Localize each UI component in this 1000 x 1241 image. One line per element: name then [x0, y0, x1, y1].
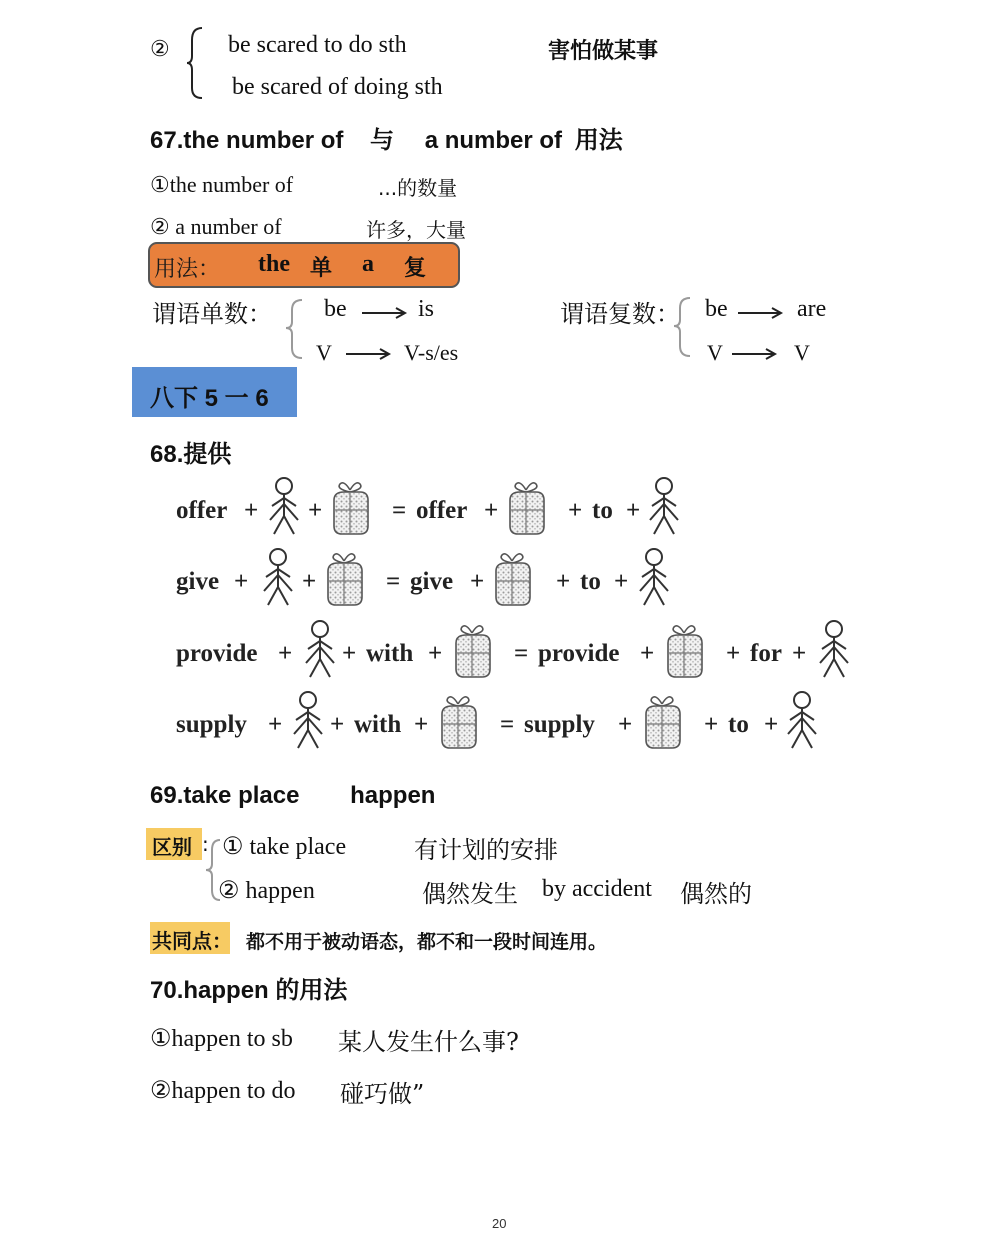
item-happen: ② happen	[218, 878, 315, 904]
person-icon	[788, 692, 816, 748]
item-the-number-of: ①the number of	[150, 172, 294, 197]
colon: :	[202, 832, 209, 856]
item-meaning: 碰巧做”	[340, 1080, 425, 1108]
person-icon	[294, 692, 322, 748]
common-label: 共同点：	[152, 929, 232, 953]
heading-part: a number of	[424, 127, 563, 154]
plus-sign: +	[484, 497, 499, 524]
usage-box	[148, 242, 460, 288]
plus-sign: +	[764, 711, 779, 738]
arrow-right-icon	[736, 306, 784, 320]
left-brace	[186, 26, 206, 100]
item-meaning: 偶然的	[680, 880, 752, 908]
equals-sign: =	[514, 640, 529, 667]
section-68-heading: 68.提供	[150, 441, 232, 468]
gift-icon	[328, 554, 362, 605]
usage-a: a	[362, 251, 374, 277]
verb: offer	[416, 497, 468, 524]
item-meaning: 许多，大量	[366, 218, 466, 242]
item-happen-to-sb: ①happen to sb	[150, 1026, 293, 1052]
usage-label: 用法：	[154, 257, 221, 282]
gift-icon	[510, 483, 544, 534]
section-67-heading	[150, 120, 623, 155]
plus-sign: +	[268, 711, 283, 738]
phrase-scared-to: be scared to do sth	[228, 32, 407, 58]
verb: give	[410, 568, 454, 595]
plus-sign: +	[414, 711, 429, 738]
heading-part: 与	[370, 127, 395, 154]
verb: provide	[538, 640, 620, 667]
verb-v: V	[707, 340, 723, 365]
plus-sign: +	[704, 711, 719, 738]
verb-be: be	[324, 296, 347, 322]
section-69-heading	[150, 782, 435, 810]
plus-sign: +	[618, 711, 633, 738]
plus-sign: +	[234, 568, 249, 595]
left-brace	[284, 298, 304, 360]
page-number: 20	[492, 1216, 507, 1231]
person-icon	[306, 621, 334, 677]
gift-icon	[456, 626, 490, 677]
heading-part: 用法	[574, 127, 623, 154]
usage-singular: 单	[310, 255, 333, 281]
verb: provide	[176, 640, 258, 667]
common-tag	[150, 922, 230, 954]
verb: supply	[176, 711, 247, 738]
preposition: to	[592, 497, 613, 524]
item-number: ②	[150, 36, 170, 61]
verb: supply	[524, 711, 595, 738]
gift-icon	[496, 554, 530, 605]
preposition: for	[750, 640, 782, 667]
preposition: to	[580, 568, 601, 595]
gift-icon	[646, 697, 680, 748]
plus-sign: +	[330, 711, 345, 738]
person-icon	[640, 549, 668, 605]
phrase-meaning: 害怕做某事	[548, 38, 659, 64]
person-icon	[270, 478, 298, 534]
singular-label: 谓语单数：	[152, 300, 272, 328]
verb-be: be	[705, 296, 728, 322]
item-happen-to-do: ②happen to do	[150, 1078, 296, 1104]
preposition: to	[728, 711, 749, 738]
joiner: with	[354, 711, 402, 738]
verb-v: V	[794, 340, 810, 365]
item-meaning: ...的数量	[378, 176, 458, 200]
plus-sign: +	[244, 497, 259, 524]
plus-sign: +	[470, 568, 485, 595]
plus-sign: +	[614, 568, 629, 595]
arrow-right-icon	[344, 347, 392, 361]
plus-sign: +	[308, 497, 323, 524]
verb-v: V	[316, 340, 332, 365]
gift-icon	[442, 697, 476, 748]
joiner: with	[366, 640, 414, 667]
person-icon	[820, 621, 848, 677]
gift-icon	[668, 626, 702, 677]
heading-part: happen	[350, 782, 436, 809]
verb-are: are	[797, 296, 827, 322]
verb: offer	[176, 497, 228, 524]
common-text: 都不用于被动语态，都不和一段时间连用。	[246, 931, 608, 953]
plus-sign: +	[640, 640, 655, 667]
verb-v-s-es: V-s/es	[404, 340, 459, 365]
item-meaning: 有计划的安排	[414, 836, 558, 864]
person-icon	[264, 549, 292, 605]
plus-sign: +	[302, 568, 317, 595]
arrow-right-icon	[730, 347, 778, 361]
difference-tag	[146, 828, 202, 860]
person-icon	[650, 478, 678, 534]
plus-sign: +	[792, 640, 807, 667]
item-by-accident: by accident	[542, 876, 652, 902]
plus-sign: +	[428, 640, 443, 667]
verb: give	[176, 568, 220, 595]
heading-part: 67.the number of	[150, 127, 344, 154]
unit-box	[132, 367, 297, 417]
plural-label: 谓语复数：	[560, 300, 680, 328]
left-brace	[672, 296, 692, 358]
phrase-scared-of: be scared of doing sth	[232, 74, 443, 100]
arrow-right-icon	[360, 306, 408, 320]
usage-plural: 复	[404, 255, 427, 281]
usage-the: the	[258, 251, 290, 277]
usage-row-give	[170, 545, 730, 613]
plus-sign: +	[342, 640, 357, 667]
item-a-number-of: ② a number of	[150, 214, 282, 239]
plus-sign: +	[278, 640, 293, 667]
usage-row-provide	[170, 617, 860, 685]
plus-sign: +	[626, 497, 641, 524]
difference-label: 区别	[152, 835, 192, 859]
gift-icon	[334, 483, 368, 534]
usage-row-offer	[170, 474, 730, 542]
item-meaning: 某人发生什么事?	[338, 1028, 519, 1056]
item-meaning: 偶然发生	[422, 880, 518, 908]
plus-sign: +	[726, 640, 741, 667]
unit-label: 八下 5 一 6	[150, 385, 269, 412]
verb-is: is	[418, 296, 435, 322]
plus-sign: +	[556, 568, 571, 595]
heading-part: 69.take place	[150, 782, 300, 809]
equals-sign: =	[386, 568, 401, 595]
item-take-place: ① take place	[222, 834, 347, 860]
equals-sign: =	[392, 497, 407, 524]
equals-sign: =	[500, 711, 515, 738]
section-70-heading: 70.happen 的用法	[150, 977, 348, 1004]
plus-sign: +	[568, 497, 583, 524]
usage-row-supply	[170, 688, 830, 756]
